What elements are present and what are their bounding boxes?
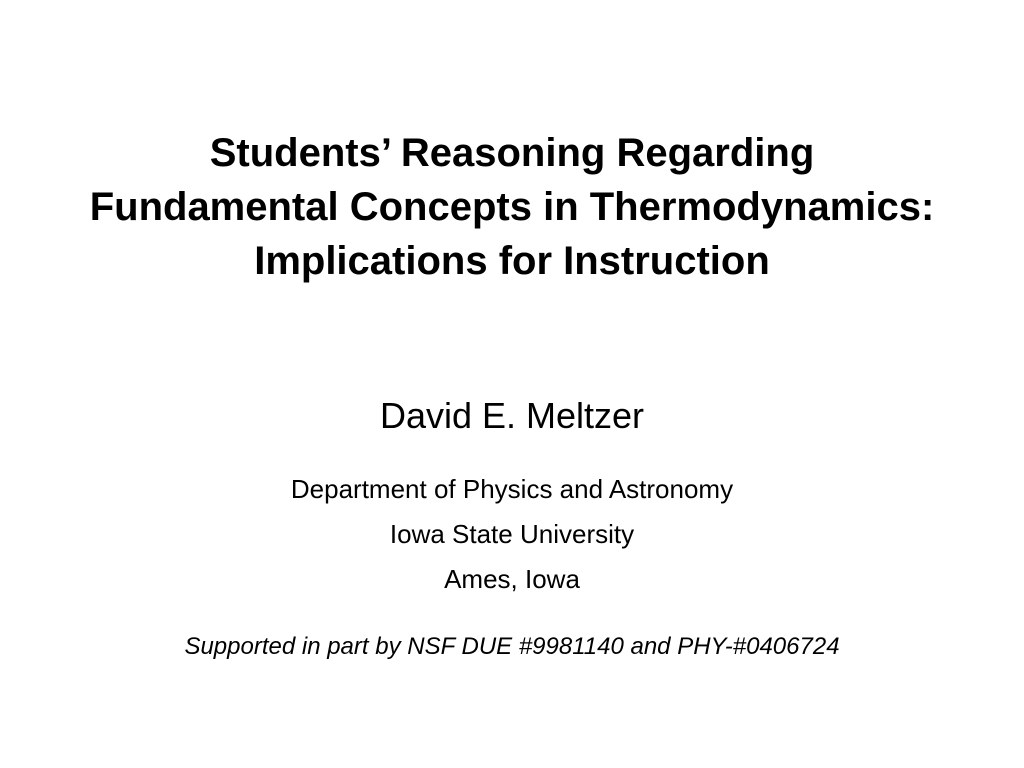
affiliation-university: Iowa State University — [389, 519, 635, 549]
title-line: Students’ Reasoning Regarding — [209, 131, 815, 175]
affiliation-department: Department of Physics and Astronomy — [290, 474, 734, 504]
funding-note: Supported in part by NSF DUE #9981140 and PHY-#0406724 — [184, 633, 840, 660]
author-name: David E. Meltzer — [379, 395, 645, 436]
slide-title — [0, 126, 1024, 288]
title-line: Fundamental Concepts in Thermodynamics: — [89, 185, 935, 229]
title-line: Implications for Instruction — [254, 239, 770, 283]
affiliation-location: Ames, Iowa — [444, 564, 580, 594]
affiliation — [0, 467, 1024, 602]
